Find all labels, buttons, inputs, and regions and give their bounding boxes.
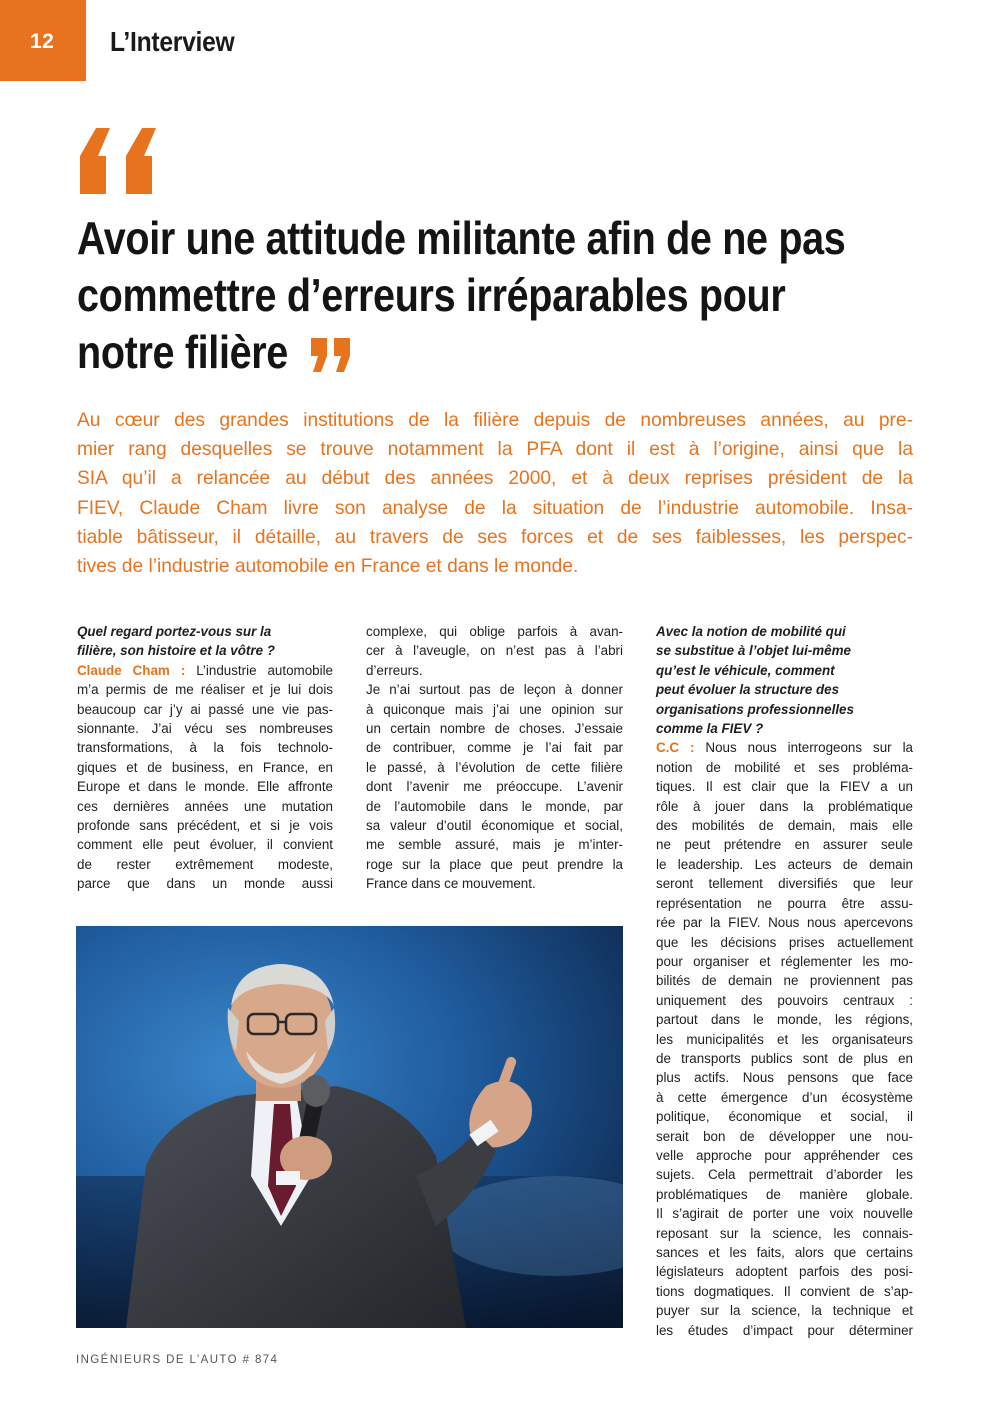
body-line: sionnante. J’ai vécu ses nombreuses bbox=[77, 721, 333, 737]
body-line: les études d’impact pour déterminer bbox=[656, 1322, 913, 1338]
question-line: filière, son histoire et la vôtre ? bbox=[77, 643, 275, 659]
body-line: complexe, qui oblige parfois à avan- bbox=[366, 624, 623, 639]
body-line: d’erreurs. bbox=[366, 662, 423, 678]
body-line: de rester extrêmement modeste, bbox=[77, 856, 333, 872]
headline bbox=[77, 210, 851, 381]
answer-text: L’industrie automobile bbox=[185, 662, 333, 678]
body-line: comment elle peut évoluer, il convient bbox=[77, 837, 333, 853]
body-line: profonde sans précédent, et si je vois bbox=[77, 818, 333, 834]
speaker-label: C.C : bbox=[656, 740, 695, 756]
body-line: dont l’avenir me préoccupe. L’avenir bbox=[366, 779, 623, 795]
question-line: Avec la notion de mobilité qui bbox=[656, 624, 846, 639]
answer-line bbox=[656, 738, 913, 757]
lede-line: tives de l’industrie automobile en France et dans le monde. bbox=[77, 556, 579, 578]
body-line: rée par la FIEV. Nous nous apercevons bbox=[656, 915, 913, 931]
close-quote-icon bbox=[309, 338, 353, 374]
body-line: des mobilités de demain, mais elle bbox=[656, 818, 913, 834]
headline-line: notre filière bbox=[77, 326, 288, 378]
page-tab bbox=[0, 0, 86, 81]
body-line: Il s’agirait de porter une voix nouvelle bbox=[656, 1206, 913, 1222]
body-line: les municipalités et les organisateurs bbox=[656, 1031, 913, 1047]
body-line: à quiconque mais j’ai une opinion sur bbox=[366, 701, 623, 717]
text-column-2 bbox=[366, 622, 623, 894]
body-line: rôle à jouer dans la problématique bbox=[656, 798, 913, 814]
answer-text: Nous nous interrogeons sur la bbox=[694, 740, 913, 756]
page-number: 12 bbox=[30, 30, 55, 53]
footer-publication: INGÉNIEURS DE L’AUTO # 874 bbox=[76, 1354, 279, 1366]
section-title: L’Interview bbox=[110, 26, 235, 57]
headline-line: commettre d’erreurs irréparables pour bbox=[77, 269, 786, 321]
body-line: tiques. Il est clair que la FIEV a un bbox=[656, 779, 913, 795]
body-line: bilités de demain ne proviennent pas bbox=[656, 973, 913, 989]
body-line: le passé, à l’évolution de cette filière bbox=[366, 759, 623, 775]
body-line: problématiques de manière globale. bbox=[656, 1186, 913, 1202]
body-line: représentation ne pourra être assu- bbox=[656, 895, 913, 911]
body-line: législateurs adoptent parfois des posi- bbox=[656, 1264, 913, 1280]
body-line: ne peut prétendre en assurer seule bbox=[656, 837, 913, 853]
body-line: pour organiser et réglementer les mo- bbox=[656, 953, 913, 969]
body-line: France dans ce mouvement. bbox=[366, 876, 536, 892]
body-line: que les décisions prises actuellement bbox=[656, 934, 913, 950]
body-line: ces dernières années une mutation bbox=[77, 798, 333, 814]
body-line: beaucoup car j’y ai passé une vie pas- bbox=[77, 701, 333, 717]
body-line: à cette émergence d’un écosystème bbox=[656, 1089, 913, 1105]
body-line: de l’automobile dans le monde, par bbox=[366, 798, 623, 814]
body-line: sujets. Cela permettrait d’aborder les bbox=[656, 1167, 913, 1183]
body-line: tions dogmatiques. Il convient de s’ap- bbox=[656, 1283, 913, 1299]
lede-paragraph bbox=[77, 406, 913, 581]
body-line: sa valeur d’outil économique et social, bbox=[366, 818, 623, 834]
question-line: organisations professionnelles bbox=[656, 701, 854, 717]
answer-line bbox=[77, 661, 333, 680]
body-line: politique, économique et social, il bbox=[656, 1109, 913, 1125]
body-line: sances et les faits, alors que certains bbox=[656, 1245, 913, 1260]
lede-line: Au cœur des grandes institutions de la filière depuis de nombreuses années, au pre- bbox=[77, 410, 913, 431]
lede-line: SIA qu’il a relancée au début des années 2000, et à deux reprises président de la bbox=[77, 468, 913, 490]
open-quote-icon bbox=[76, 128, 166, 198]
body-line: uniquement des pouvoirs centraux : bbox=[656, 992, 913, 1008]
body-line: seront tellement diversifiés que leur bbox=[656, 876, 913, 892]
lede-line: tiable bâtisseur, il détaille, au travers de ses forces et de ses faiblesses, les perspec- bbox=[77, 526, 913, 548]
body-line: de contribuer, comme je l’ai fait par bbox=[366, 740, 623, 756]
body-line: notion de mobilité et ses probléma- bbox=[656, 759, 913, 775]
question-line: se substitue à l’objet lui-même bbox=[656, 643, 851, 659]
body-line: parce que dans un monde aussi bbox=[77, 876, 333, 892]
body-line: me semble assuré, mais je m’inter- bbox=[366, 837, 623, 853]
speaker-label: Claude Cham : bbox=[77, 662, 186, 678]
body-line: Europe et dans le monde. Elle affronte bbox=[77, 779, 333, 795]
body-line: cer à l’aveugle, on n’est pas à l’abri bbox=[366, 643, 623, 659]
headline-line: Avoir une attitude militante afin de ne pas bbox=[77, 212, 846, 264]
lede-line: mier rang desquelles se trouve notamment la PFA dont il est à l’origine, ainsi que la bbox=[77, 439, 913, 461]
body-line: velle approche pour appréhender ces bbox=[656, 1147, 913, 1163]
body-line: puyer sur la science, la technique et bbox=[656, 1303, 913, 1319]
question-line: comme la FIEV ? bbox=[656, 721, 764, 737]
question-line: Quel regard portez-vous sur la bbox=[77, 624, 272, 639]
text-column-1 bbox=[77, 622, 333, 894]
speaker-photo bbox=[76, 926, 623, 1328]
body-line: plus actifs. Nous pensons que face bbox=[656, 1070, 913, 1086]
body-line: giques et de business, en France, en bbox=[77, 759, 333, 775]
text-column-3 bbox=[656, 622, 913, 1340]
body-line: serait bon de développer une nou- bbox=[656, 1128, 913, 1144]
body-line: roge sur la place que peut prendre la bbox=[366, 856, 623, 872]
body-line: Je n’ai surtout pas de leçon à donner bbox=[366, 682, 623, 698]
body-line: un certain nombre de choses. J’essaie bbox=[366, 721, 623, 737]
body-line: de transports publics sont de plus en bbox=[656, 1050, 913, 1066]
body-line: reposant sur la science, les connais- bbox=[656, 1225, 913, 1241]
body-line: m’a permis de me réaliser et je lui dois bbox=[77, 682, 333, 698]
question-line: peut évoluer la structure des bbox=[656, 682, 840, 698]
body-line: transformations, à la fois technolo- bbox=[77, 740, 333, 756]
question-line: qu’est le véhicule, comment bbox=[656, 662, 835, 678]
lede-line: FIEV, Claude Cham livre son analyse de la situation de l’industrie automobile. Insa- bbox=[77, 497, 913, 519]
body-line: le leadership. Les acteurs de demain bbox=[656, 856, 913, 872]
body-line: partout dans le monde, les régions, bbox=[656, 1012, 913, 1028]
